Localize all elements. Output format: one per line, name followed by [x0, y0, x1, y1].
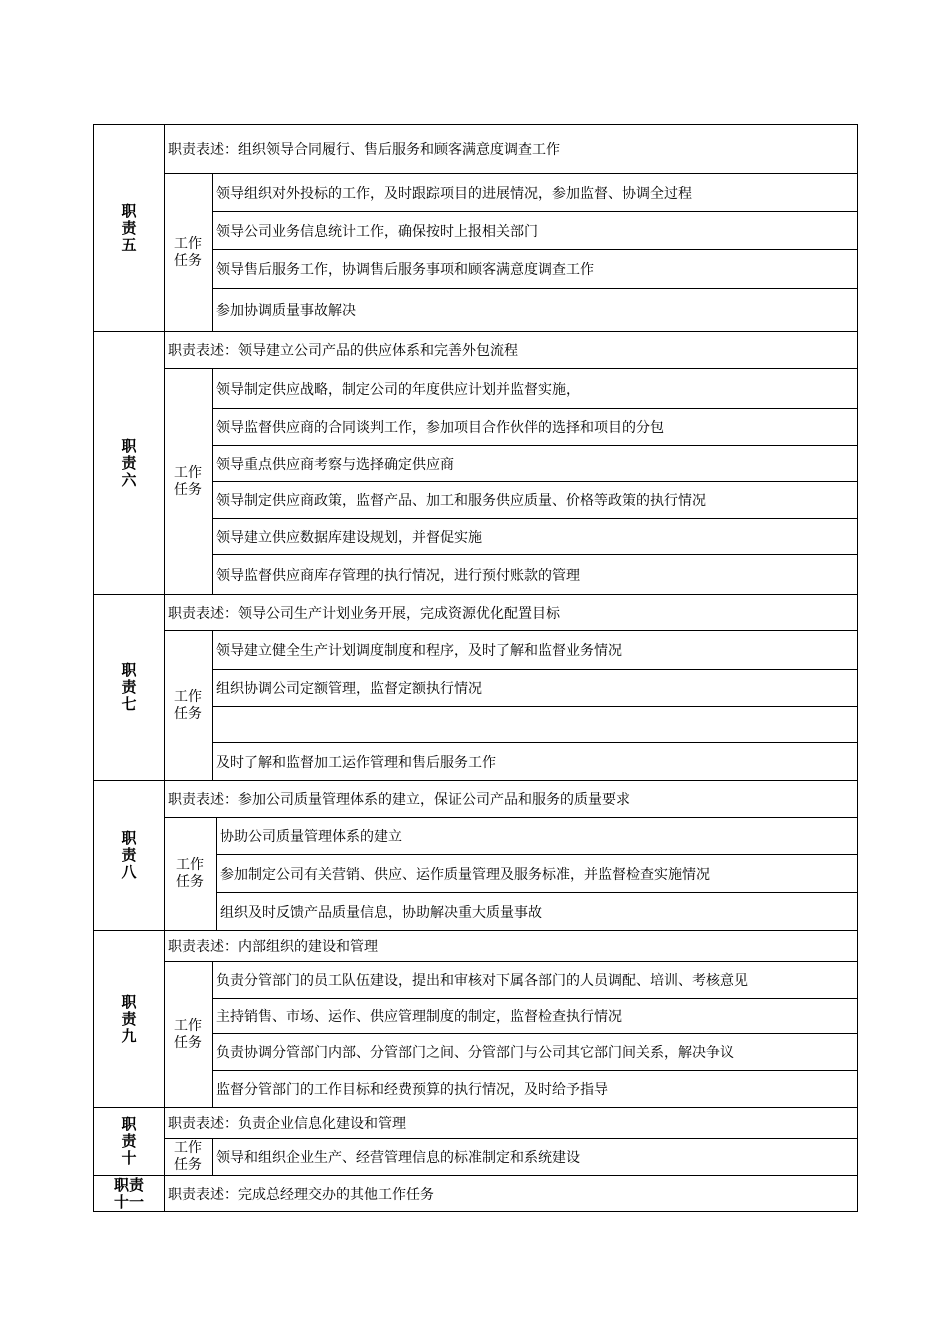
duty-block-6	[93, 331, 858, 594]
duty-title: 职责八	[94, 781, 165, 930]
tasks-label: 工作任务	[164, 631, 213, 780]
task-item: 领导制定供应商政策，监督产品、加工和服务供应质量、价格等政策的执行情况	[213, 482, 857, 519]
tasks-label: 工作任务	[164, 818, 217, 930]
task-item: 领导监督供应商库存管理的执行情况，进行预付账款的管理	[216, 567, 580, 584]
task-item: 领导和组织企业生产、经营管理信息的标准制定和系统建设	[216, 1150, 580, 1166]
tasks-label: 工作任务	[164, 174, 213, 331]
duty-block-5	[93, 124, 858, 331]
duty-description: 职责表述：完成总经理交办的其他工作任务	[168, 1186, 434, 1203]
task-item: 领导建立供应数据库建设规划，并督促实施	[213, 519, 857, 555]
task-item	[213, 707, 857, 743]
duty-block-9	[93, 930, 858, 1107]
duty-block-7	[93, 594, 858, 780]
task-item: 领导建立健全生产计划调度制度和程序，及时了解和监督业务情况	[213, 631, 857, 670]
duty-block-11	[93, 1175, 858, 1212]
task-item: 领导重点供应商考察与选择确定供应商	[213, 446, 857, 482]
task-item: 领导监督供应商的合同谈判工作，参加项目合作伙伴的选择和项目的分包	[213, 409, 857, 446]
task-item: 领导制定供应战略，制定公司的年度供应计划并监督实施，	[213, 369, 857, 409]
task-item: 组织及时反馈产品质量信息，协助解决重大质量事故	[220, 904, 542, 921]
duty-description: 职责表述：内部组织的建设和管理	[164, 931, 857, 962]
task-item: 领导组织对外投标的工作，及时跟踪项目的进展情况，参加监督、协调全过程	[213, 174, 857, 212]
duty-description: 职责表述：领导公司生产计划业务开展，完成资源优化配置目标	[164, 595, 857, 631]
task-item: 协助公司质量管理体系的建立	[217, 818, 857, 855]
duty-title: 职责九	[94, 931, 165, 1107]
duty-description: 职责表述：领导建立公司产品的供应体系和完善外包流程	[164, 332, 857, 369]
task-item: 主持销售、市场、运作、供应管理制度的制定，监督检查执行情况	[213, 999, 857, 1034]
task-item: 监督分管部门的工作目标和经费预算的执行情况，及时给予指导	[216, 1082, 608, 1098]
task-item: 参加制定公司有关营销、供应、运作质量管理及服务标准，并监督检查实施情况	[217, 855, 857, 893]
tasks-label: 工作任务	[164, 369, 213, 594]
duty-description: 职责表述：负责企业信息化建设和管理	[164, 1108, 857, 1139]
task-item: 及时了解和监督加工运作管理和售后服务工作	[216, 754, 496, 771]
task-item: 组织协调公司定额管理，监督定额执行情况	[213, 670, 857, 707]
duty-description: 职责表述：组织领导合同履行、售后服务和顾客满意度调查工作	[164, 125, 857, 174]
duty-description: 职责表述：参加公司质量管理体系的建立，保证公司产品和服务的质量要求	[164, 781, 857, 818]
task-item: 参加协调质量事故解决	[216, 303, 356, 319]
duty-title: 职责六	[94, 332, 165, 594]
duty-title: 职责十	[94, 1108, 165, 1175]
task-item: 领导售后服务工作，协调售后服务事项和顾客满意度调查工作	[213, 250, 857, 289]
tasks-label: 工作任务	[164, 962, 213, 1107]
task-item: 领导公司业务信息统计工作，确保按时上报相关部门	[213, 212, 857, 250]
task-item: 负责协调分管部门内部、分管部门之间、分管部门与公司其它部门间关系，解决争议	[213, 1034, 857, 1071]
tasks-label: 工作任务	[164, 1139, 213, 1175]
duties-table	[93, 124, 858, 1212]
task-item: 负责分管部门的员工队伍建设，提出和审核对下属各部门的人员调配、培训、考核意见	[213, 962, 857, 999]
duty-block-10	[93, 1107, 858, 1175]
duty-title: 职责七	[94, 595, 165, 780]
duty-title: 职责五	[94, 125, 165, 331]
duty-title: 职责十一	[94, 1176, 165, 1211]
duty-block-8	[93, 780, 858, 930]
